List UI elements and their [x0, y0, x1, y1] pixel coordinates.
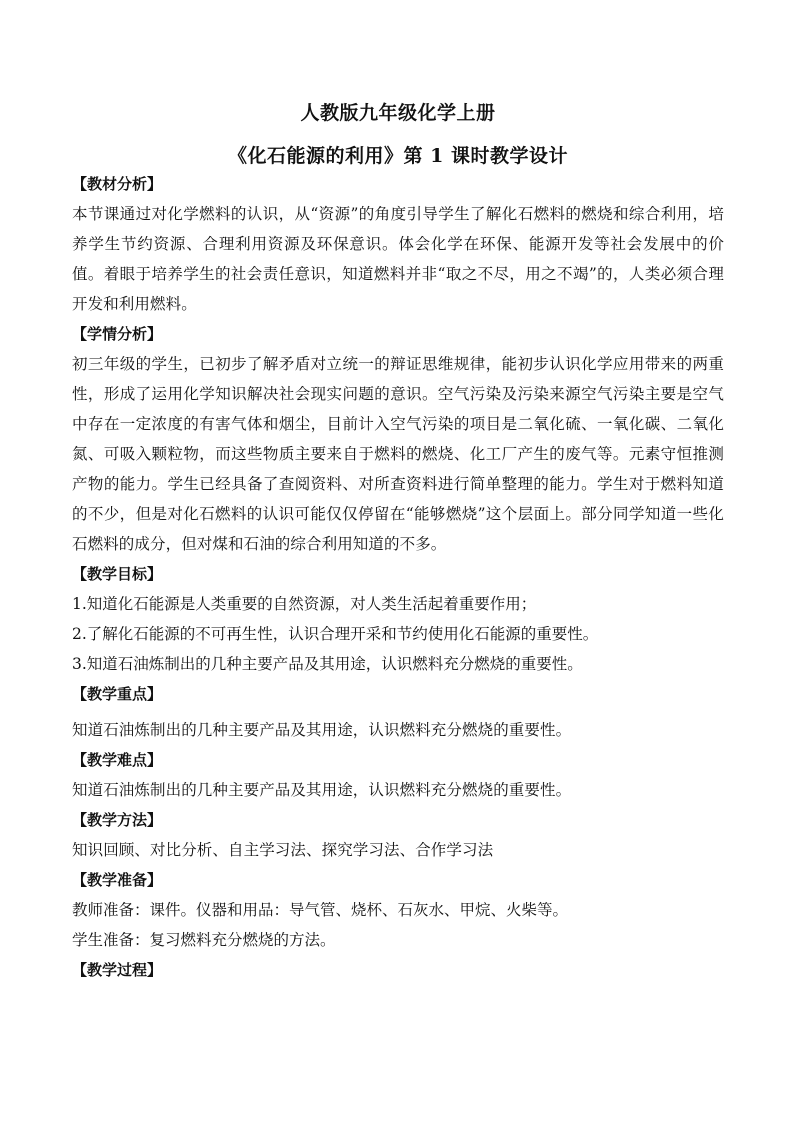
- section-paragraph: 知道石油炼制出的几种主要产品及其用途，认识燃料充分燃烧的重要性。: [72, 781, 572, 799]
- section-student-analysis: [72, 323, 724, 559]
- section-preparation: [72, 869, 724, 955]
- section-heading: 【教材分析】: [72, 175, 163, 193]
- section-heading: 【教学准备】: [72, 871, 163, 889]
- section-difficulties: [72, 749, 724, 805]
- section-paragraph: 初三年级的学生，已初步了解矛盾对立统一的辩证思维规律，能初步认识化学应用带来的两重性，形成了运用化学知识解决社会现实问题的意识。空气污染及污染来源空气污染主要是空气中存在一定浓度的有害气体和烟尘，目前计入空气污染的项目是二氧化硫、一氧化碳、二氧化氮、可吸入颗粒物，而这些物质主要来自于燃料的燃烧、化工厂产生的废气等。元素守恒推测产物的能力。学生已经具备了查阅资料、对所查资料进行简单整理的能力。学生对于燃料知道的不少，但是对化石燃料的认识可能仅仅停留在“能够燃烧”这个层面上。部分同学知道一些化石燃料的成分，但对煤和石油的综合利用知道的不多。: [72, 355, 724, 553]
- teacher-preparation: 教师准备：课件。仪器和用品：导气管、烧杯、石灰水、甲烷、火柴等。: [72, 901, 569, 919]
- section-heading: 【教学目标】: [72, 565, 163, 583]
- objective-item: 1.知道化石能源是人类重要的自然资源，对人类生活起着重要作用；: [72, 595, 537, 613]
- section-heading: 【教学难点】: [72, 751, 163, 769]
- section-heading: 【教学过程】: [72, 961, 163, 979]
- section-objectives: [72, 563, 724, 679]
- section-methods: [72, 809, 724, 865]
- document-page: [72, 100, 724, 985]
- section-process: [72, 959, 724, 981]
- document-subtitle: 《化石能源的利用》第 1 课时教学设计: [228, 145, 568, 167]
- objective-item: 3.知道石油炼制出的几种主要产品及其用途，认识燃料充分燃烧的重要性。: [72, 655, 583, 673]
- objective-item: 2.了解化石能源的不可再生性，认识合理开采和节约使用化石能源的重要性。: [72, 625, 599, 643]
- document-title: 人教版九年级化学上册: [300, 102, 496, 124]
- section-heading: 【教学方法】: [72, 811, 163, 829]
- section-key-points: [72, 683, 724, 745]
- section-material-analysis: [72, 173, 724, 319]
- student-preparation: 学生准备：复习燃料充分燃烧的方法。: [72, 931, 336, 949]
- section-paragraph: 知道石油炼制出的几种主要产品及其用途，认识燃料充分燃烧的重要性。: [72, 721, 572, 739]
- section-heading: 【学情分析】: [72, 325, 163, 343]
- section-paragraph: 本节课通过对化学燃料的认识，从“资源”的角度引导学生了解化石燃料的燃烧和综合利用，培养学生节约资源、合理利用资源及环保意识。体会化学在环保、能源开发等社会发展中的价值。着眼于培养学生的社会责任意识，知道燃料并非“取之不尽，用之不竭”的，人类必须合理开发和利用燃料。: [72, 205, 724, 313]
- section-heading: 【教学重点】: [72, 685, 163, 703]
- section-paragraph: 知识回顾、对比分析、自主学习法、探究学习法、合作学习法: [72, 841, 494, 859]
